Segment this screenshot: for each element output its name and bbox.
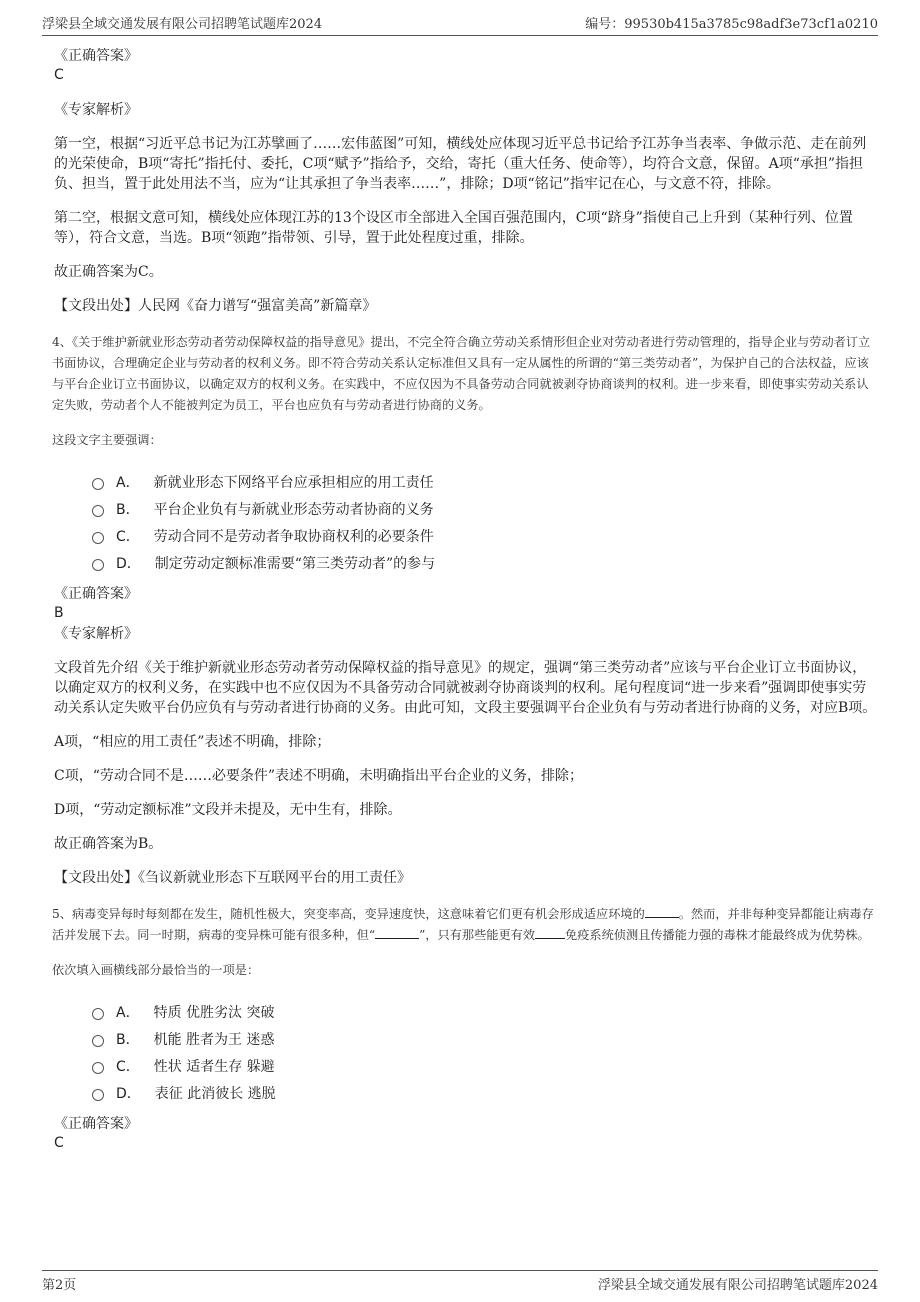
analysis-paragraph: D项，“劳动定额标准”文段并未提及，无中生有，排除。 [54,802,402,818]
header-title: 浮梁县全域交通发展有限公司招聘笔试题库2024 [42,17,323,32]
option-letter: D． [116,555,141,572]
option-letter: D． [116,1085,141,1102]
correct-answer-value: C [54,67,64,83]
stem-part: 免疫系统侦测且传播能力强的毒株才能最终成为优势株。 [565,928,870,942]
correct-answer-label: 《正确答案》 [54,48,138,64]
option-c[interactable] [92,522,878,549]
source-citation: 【文段出处】《刍议新就业形态下互联网平台的用工责任》 [54,870,411,886]
analysis-paragraph: 第一空，根据“习近平总书记为江苏擘画了……宏伟蓝图”可知，横线处应体现习近平总书记给予江苏争当表率、争做示范、走在前列的光荣使命，B项“寄托”指托付、委托，C项“赋予”指给予，交给，寄托（重大任务、使命等），均符合文意，保留。A项“承担”指担负、担当，置于此处用法不当，应为“让其承担了争当表率……”，排除；D项“铭记”指牢记在心，与文意不符，排除。 [54,136,867,192]
option-text: 表征 此消彼长 逃脱 [154,1085,276,1102]
analysis-paragraph: 文段首先介绍《关于维护新就业形态劳动者劳动保障权益的指导意见》的规定，强调“第三类劳动者”应该与平台企业订立书面协议，以确定双方的权利义务，在实践中也不应仅因为不具备劳动合同就被剥夺协商谈判的权利。尾句程度词“进一步来看”强调即使事实劳动关系认定失败平台仍应负有与劳动者进行协商的义务。由此可知，文段主要强调平台企业负有与劳动者进行协商的义务，对应B项。 [54,660,877,716]
option-text: 制定劳动定额标准需要“第三类劳动者”的参与 [154,555,436,572]
analysis-paragraph: C项，“劳动合同不是……必要条件”表述不明确，未明确指出平台企业的义务，排除； [54,768,584,784]
analysis-paragraph: A项，“相应的用工责任”表述不明确，排除； [54,734,331,750]
radio-button-icon[interactable] [92,1062,104,1074]
option-c[interactable] [92,1052,878,1079]
question-prompt: 这段文字主要强调： [52,433,162,447]
radio-button-icon[interactable] [92,478,104,490]
option-text: 新就业形态下网络平台应承担相应的用工责任 [153,474,434,491]
option-d[interactable] [92,549,878,576]
correct-answer-label: 《正确答案》 [54,586,138,602]
option-text: 劳动合同不是劳动者争取协商权利的必要条件 [153,528,434,545]
correct-answer-value: B [54,605,64,621]
option-a[interactable] [92,468,878,495]
option-letter: C． [116,1058,140,1075]
page-number: 第2页 [42,1278,77,1293]
stem-part: 。然而，并非每种变异都能让病毒存活并发展下去。同一时期，病毒的变异株可能有很多种，但“ [52,907,874,942]
question-stem [52,904,878,946]
page-header [42,10,878,36]
analysis-conclusion: 故正确答案为B。 [54,836,163,852]
expert-analysis-label: 《专家解析》 [54,102,138,118]
option-letter: C． [116,528,140,545]
radio-button-icon[interactable] [92,1089,104,1101]
correct-answer-value: C [54,1135,64,1151]
radio-button-icon[interactable] [92,1008,104,1020]
answer-options [92,468,878,576]
expert-analysis-label: 《专家解析》 [54,626,138,642]
question-prompt: 依次填入画横线部分最恰当的一项是： [52,963,260,977]
page-content [54,44,878,1152]
option-text: 特质 优胜劣汰 突破 [153,1004,275,1021]
option-b[interactable] [92,495,878,522]
radio-button-icon[interactable] [92,1035,104,1047]
page-footer [42,1270,878,1296]
source-citation: 【文段出处】人民网《奋力谱写“强富美高”新篇章》 [54,298,377,314]
option-text: 性状 适者生存 躲避 [153,1058,275,1075]
correct-answer-label: 《正确答案》 [54,1116,138,1132]
question-stem: 4、《关于维护新就业形态劳动者劳动保障权益的指导意见》提出，不完全符合确立劳动关系情形但企业对劳动者进行劳动管理的，指导企业与劳动者订立书面协议，合理确定企业与劳动者的权利义务。即不符合劳动关系认定标准但又具有一定从属性的所谓的“第三类劳动者”，为保护自己的合法权益，应该与平台企业订立书面协议，以确定双方的权利义务。在实践中，不应仅因为不具备劳动合同就被剥夺协商谈判的权利。进一步来看，即使事实劳动关系认定失败，劳动者个人不能被判定为员工，平台也应负有与劳动者进行协商的义务。 [52,335,871,412]
blank-line [375,926,419,939]
option-letter: A． [116,474,140,491]
radio-button-icon[interactable] [92,505,104,517]
option-text: 机能 胜者为王 迷惑 [153,1031,275,1048]
blank-line [645,905,679,918]
option-a[interactable] [92,998,878,1025]
document-number: 编号：99530b415a3785c98adf3e73cf1a0210 [585,17,878,32]
option-text: 平台企业负有与新就业形态劳动者协商的义务 [153,501,434,518]
stem-part: ”，只有那些能更有效 [419,928,536,942]
option-letter: B． [116,501,140,518]
blank-line [535,926,565,939]
analysis-paragraph: 第二空，根据文意可知，横线处应体现江苏的13个设区市全部进入全国百强范围内，C项“跻身”指使自己上升到（某种行列、位置等），符合文意，当选。B项“领跑”指带领、引导，置于此处程度过重，排除。 [54,210,853,246]
footer-title: 浮梁县全域交通发展有限公司招聘笔试题库2024 [597,1278,878,1293]
option-letter: A． [116,1004,140,1021]
radio-button-icon[interactable] [92,559,104,571]
option-b[interactable] [92,1025,878,1052]
stem-part: 5、病毒变异每时每刻都在发生，随机性极大，突变率高，变异速度快，这意味着它们更有机会形成适应环境的 [52,907,645,921]
answer-options [92,998,878,1106]
option-d[interactable] [92,1079,878,1106]
radio-button-icon[interactable] [92,532,104,544]
option-letter: B． [116,1031,140,1048]
analysis-conclusion: 故正确答案为C。 [54,264,163,280]
